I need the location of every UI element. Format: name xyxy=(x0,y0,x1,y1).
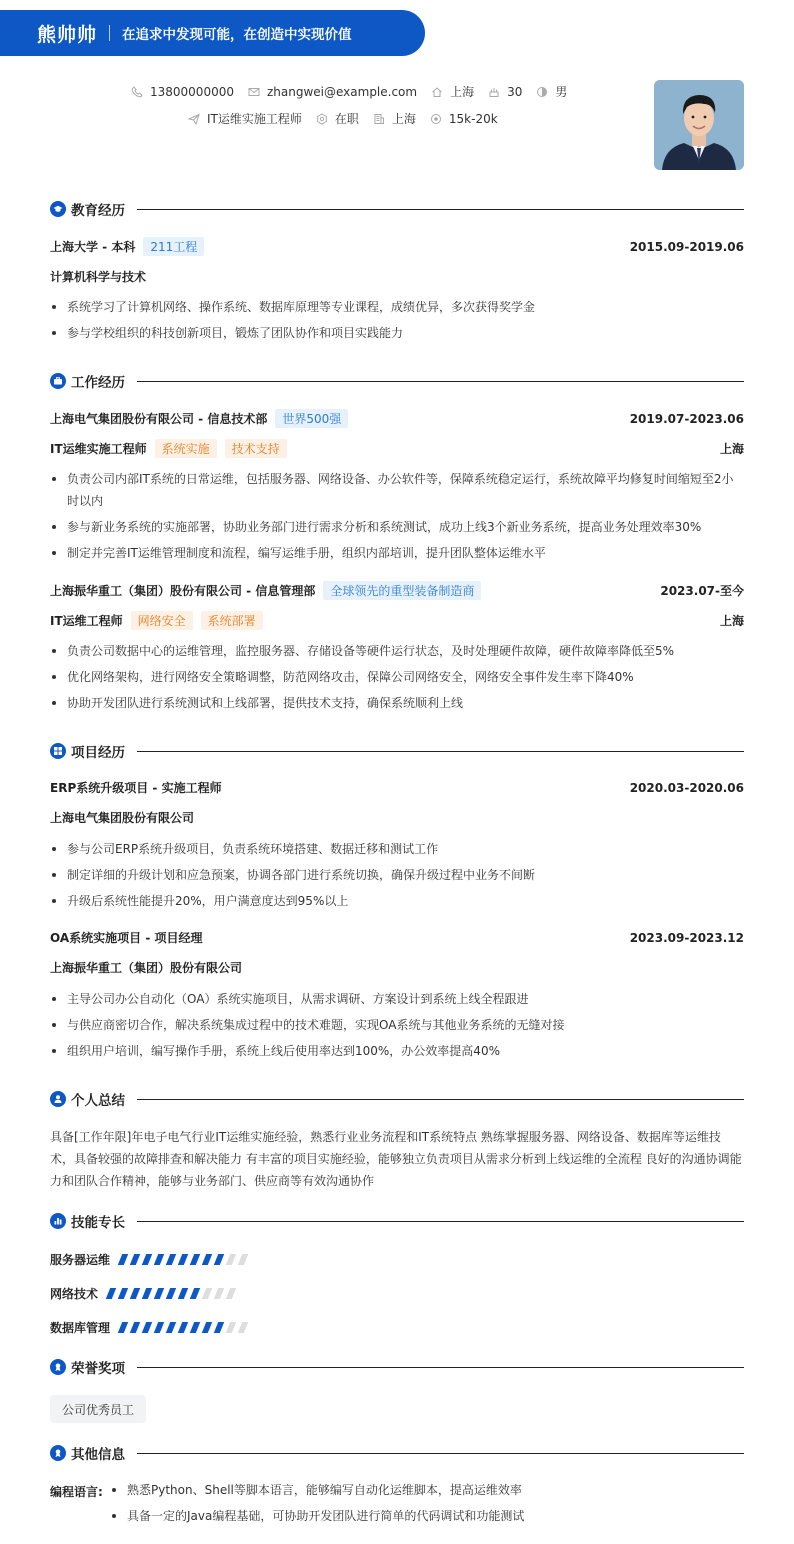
project-date: 2020.03-2020.06 xyxy=(629,780,744,795)
skill-segment xyxy=(106,1288,116,1299)
project-2-company-row xyxy=(50,959,744,976)
header-banner xyxy=(0,10,425,56)
bar-chart-icon xyxy=(50,1213,66,1229)
skill-segment xyxy=(190,1254,200,1265)
profile-photo xyxy=(654,80,744,170)
skill-segment xyxy=(118,1288,128,1299)
work-city: 上海 xyxy=(719,614,744,628)
mail-icon xyxy=(248,86,260,98)
skill-segment xyxy=(178,1254,188,1265)
education-date: 2015.09-2019.06 xyxy=(629,239,744,254)
project-1-company-row xyxy=(50,809,744,826)
cake-icon xyxy=(488,86,500,98)
section-project-header xyxy=(50,742,744,760)
skill-segment xyxy=(226,1254,236,1265)
skill-segment xyxy=(166,1322,176,1333)
work-date: 2019.07-2023.06 xyxy=(629,411,744,426)
work-date: 2023.07-至今 xyxy=(660,584,744,598)
skill-segment xyxy=(142,1322,152,1333)
skill-segment xyxy=(178,1322,188,1333)
section-title: 个人总结 xyxy=(71,1093,125,1109)
skill-segment xyxy=(202,1288,212,1299)
skill-name: 服务器运维 xyxy=(50,1253,111,1267)
skill-segment xyxy=(154,1288,164,1299)
summary-text: 具备[工作年限]年电子电气行业IT运维实施经验，熟悉行业业务流程和IT系统特点 熟练掌握服务器、网络设备、数据库等运维技术，具备较强的故障排查和解决能力 有丰富的项目实施经验，能够独立负责项目从需求分析到上线运维的全流程 良好的沟通协调能力和团队合作精神，能够与业务部门、供应商等有效沟通协作 xyxy=(50,1130,742,1188)
skill-segment xyxy=(166,1254,176,1265)
list-item: 制定并完善IT运维管理制度和流程，编写运维手册，组织内部培训，提升团队整体运维水平 xyxy=(50,542,744,564)
role-tag: 网络安全 xyxy=(131,611,193,630)
candidate-slogan: 在追求中发现可能，在创造中实现价值 xyxy=(122,27,352,43)
work-2-header-row xyxy=(50,581,744,600)
skill-segment xyxy=(118,1322,128,1333)
skill-segment xyxy=(142,1254,152,1265)
list-item: 负责公司数据中心的运维管理，监控服务器、存储设备等硬件运行状态，及时处理硬件故障，硬件故障率降低至5% xyxy=(50,640,744,662)
section-divider xyxy=(137,1221,744,1222)
skill-segment xyxy=(238,1322,248,1333)
skill-level-bar xyxy=(120,1322,252,1333)
skill-level-bar xyxy=(108,1288,240,1299)
skill-segment xyxy=(214,1288,224,1299)
company-name: 上海振华重工（集团）股份有限公司 - 信息管理部 xyxy=(50,584,316,598)
school-tag: 211工程 xyxy=(143,237,204,256)
gender-text: 男 xyxy=(555,85,568,99)
contact-gender xyxy=(536,83,567,100)
work-1-header-row xyxy=(50,409,744,428)
role-tag: 系统部署 xyxy=(201,611,263,630)
project-company: 上海振华重工（集团）股份有限公司 xyxy=(50,961,243,975)
contact-salary xyxy=(430,112,498,126)
skill-segment xyxy=(190,1288,200,1299)
award-icon xyxy=(50,1359,66,1375)
list-item: 制定详细的升级计划和应急预案，协调各部门进行系统切换，确保升级过程中业务不间断 xyxy=(50,864,744,886)
skill-row xyxy=(50,1319,252,1336)
job-role: IT运维工程师 xyxy=(50,614,123,628)
project-2-header-row xyxy=(50,929,744,946)
section-title: 荣誉奖项 xyxy=(71,1361,125,1377)
contact-status xyxy=(316,110,359,127)
target-city-text: 上海 xyxy=(391,112,416,126)
section-title: 项目经历 xyxy=(71,745,125,761)
skill-segment xyxy=(130,1288,140,1299)
contact-row-2 xyxy=(188,110,512,127)
section-summary-header xyxy=(50,1090,744,1108)
section-divider xyxy=(137,1367,744,1368)
list-item: 组织用户培训，编写操作手册，系统上线后使用率达到100%，办公效率提高40% xyxy=(50,1040,744,1062)
phone-icon xyxy=(131,86,143,98)
award-icon xyxy=(50,1445,66,1461)
skill-segment xyxy=(154,1322,164,1333)
user-icon xyxy=(50,1091,66,1107)
project-company: 上海电气集团股份有限公司 xyxy=(50,811,195,825)
role-tag: 技术支持 xyxy=(225,439,287,458)
contact-row-1 xyxy=(131,83,581,100)
skill-segment xyxy=(214,1254,224,1265)
contact-target-city xyxy=(373,110,416,127)
work-2-role-row xyxy=(50,611,744,630)
skill-segment xyxy=(130,1322,140,1333)
skill-segment xyxy=(214,1322,224,1333)
job-role: IT运维实施工程师 xyxy=(50,442,147,456)
work-1-role-row xyxy=(50,439,744,458)
skill-segment xyxy=(238,1254,248,1265)
contact-job xyxy=(188,110,302,127)
section-awards-header xyxy=(50,1358,744,1376)
skill-segment xyxy=(118,1254,128,1265)
contact-city xyxy=(431,83,474,100)
skill-segment xyxy=(130,1254,140,1265)
section-title: 教育经历 xyxy=(71,203,125,219)
skill-segment xyxy=(226,1288,236,1299)
skill-segment xyxy=(202,1322,212,1333)
skill-segment xyxy=(178,1288,188,1299)
list-item: 参与学校组织的科技创新项目，锻炼了团队协作和项目实践能力 xyxy=(50,322,744,344)
project-title: ERP系统升级项目 - 实施工程师 xyxy=(50,781,222,795)
section-education-header xyxy=(50,200,744,218)
skill-row xyxy=(50,1251,252,1268)
skill-segment xyxy=(190,1322,200,1333)
list-item: 参与新业务系统的实施部署，协助业务部门进行需求分析和系统测试，成功上线3个新业务系统，提高业务处理效率30% xyxy=(50,516,744,538)
section-divider xyxy=(137,381,744,382)
major-name: 计算机科学与技术 xyxy=(50,270,147,284)
skill-name: 数据库管理 xyxy=(50,1321,111,1335)
project-date: 2023.09-2023.12 xyxy=(629,930,744,945)
gear-icon xyxy=(316,113,328,125)
section-divider xyxy=(137,209,744,210)
email-text: zhangwei@example.com xyxy=(266,84,418,99)
list-item: 参与公司ERP系统升级项目，负责系统环境搭建、数据迁移和测试工作 xyxy=(50,838,744,860)
list-item: 主导公司办公自动化（OA）系统实施项目，从需求调研、方案设计到系统上线全程跟进 xyxy=(50,988,744,1010)
list-item: 负责公司内部IT系统的日常运维，包括服务器、网络设备、办公软件等，保障系统稳定运行，系统故障平均修复时间缩短至2小时以内 xyxy=(50,468,744,512)
list-item: 与供应商密切合作，解决系统集成过程中的技术难题，实现OA系统与其他业务系统的无缝对接 xyxy=(50,1014,744,1036)
contact-age xyxy=(488,85,522,99)
home-icon xyxy=(431,86,443,98)
skill-name: 网络技术 xyxy=(50,1287,99,1301)
graduation-cap-icon xyxy=(50,201,66,217)
award-badge: 公司优秀员工 xyxy=(50,1395,146,1423)
contact-phone xyxy=(131,85,234,99)
send-icon xyxy=(188,113,200,125)
section-divider xyxy=(137,751,744,752)
contact-email xyxy=(248,85,417,99)
skill-segment xyxy=(202,1254,212,1265)
education-header-row xyxy=(50,237,744,256)
section-other-header xyxy=(50,1444,744,1462)
status-text: 在职 xyxy=(334,112,359,126)
list-item: 协助开发团队进行系统测试和上线部署，提供技术支持，确保系统顺利上线 xyxy=(50,692,744,714)
work-city: 上海 xyxy=(719,442,744,456)
section-divider xyxy=(137,1099,744,1100)
skill-segment xyxy=(142,1288,152,1299)
other-label: 编程语言: xyxy=(50,1485,103,1499)
gender-icon xyxy=(536,86,548,98)
city-text: 上海 xyxy=(450,85,475,99)
school-name: 上海大学 - 本科 xyxy=(50,240,136,254)
briefcase-icon xyxy=(50,373,66,389)
section-title: 技能专长 xyxy=(71,1215,125,1231)
section-title: 工作经历 xyxy=(71,375,125,391)
company-tag: 世界500强 xyxy=(275,409,348,428)
skill-level-bar xyxy=(120,1254,252,1265)
banner-divider xyxy=(109,25,110,41)
list-item: 熟悉Python、Shell等脚本语言，能够编写自动化运维脚本，提高运维效率 xyxy=(110,1479,744,1501)
section-title: 其他信息 xyxy=(71,1447,125,1463)
salary-text: 15k-20k xyxy=(448,111,498,126)
section-skills-header xyxy=(50,1212,744,1230)
phone-text: 13800000000 xyxy=(150,84,234,99)
grid-icon xyxy=(50,743,66,759)
section-work-header xyxy=(50,372,744,390)
list-item: 升级后系统性能提升20%，用户满意度达到95%以上 xyxy=(50,890,744,912)
coin-icon xyxy=(430,113,442,125)
candidate-name: 熊帅帅 xyxy=(37,23,98,46)
skill-row xyxy=(50,1285,240,1302)
building-icon xyxy=(373,113,385,125)
age-text: 30 xyxy=(507,84,523,99)
company-tag: 全球领先的重型装备制造商 xyxy=(323,581,481,600)
project-1-header-row xyxy=(50,779,744,796)
job-text: IT运维实施工程师 xyxy=(207,112,302,126)
list-item: 具备一定的Java编程基础，可协助开发团队进行简单的代码调试和功能测试 xyxy=(110,1505,744,1527)
skill-segment xyxy=(154,1254,164,1265)
company-name: 上海电气集团股份有限公司 - 信息技术部 xyxy=(50,412,268,426)
section-divider xyxy=(137,1453,744,1454)
role-tag: 系统实施 xyxy=(155,439,217,458)
skill-segment xyxy=(166,1288,176,1299)
list-item: 系统学习了计算机网络、操作系统、数据库原理等专业课程，成绩优异，多次获得奖学金 xyxy=(50,296,744,318)
skill-segment xyxy=(226,1322,236,1333)
project-title: OA系统实施项目 - 项目经理 xyxy=(50,931,203,945)
list-item: 优化网络架构，进行网络安全策略调整，防范网络攻击，保障公司网络安全，网络安全事件发生率下降40% xyxy=(50,666,744,688)
education-major-row xyxy=(50,268,744,285)
